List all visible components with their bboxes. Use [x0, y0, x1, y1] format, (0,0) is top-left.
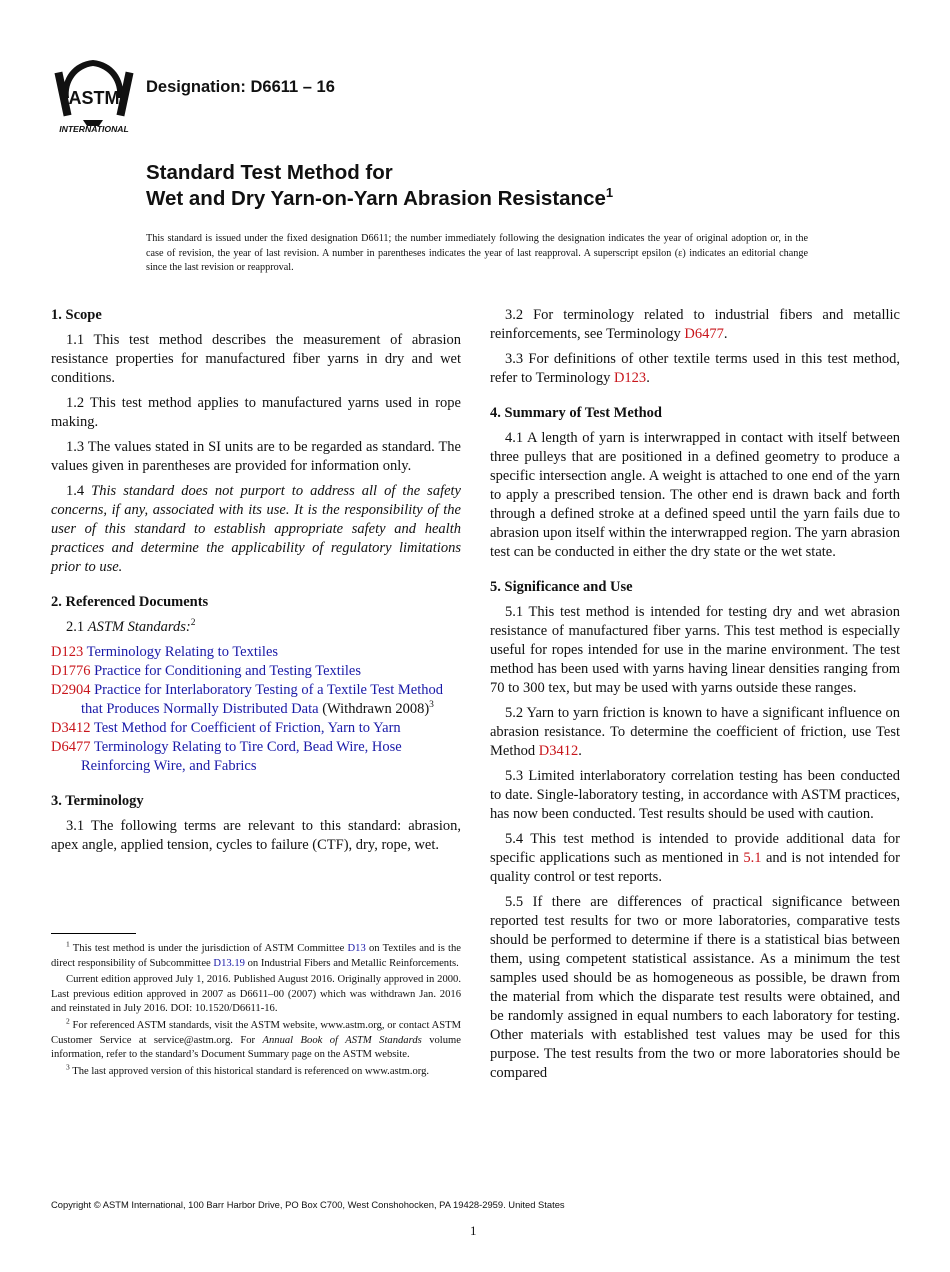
para-5-3: 5.3 Limited interlaboratory correlation testing has been conducted to date. Single-laboratory testing, in accordance with ASTM practices, has now been conducted. Test results should be used with caution.: [490, 768, 900, 822]
para-5-2: 5.2 Yarn to yarn friction is known to have a significant influence on abrasion resistance. To determine the coefficient of friction, use Test Method D3412.: [490, 705, 900, 759]
footnote-2: $^2$ For referenced ASTM standards, visit the ASTM website, www.astm.org, or contact ASTM Customer Service at service@astm.org. For Annual Book of ASTM Standards volume information, refer to the standard’s Document Summary page on the ASTM website.: [51, 1016, 462, 1061]
para-3-2: 3.2 For terminology related to industrial fibers and metallic reinforcements, see Terminology D6477.: [490, 307, 900, 342]
issuance-notice: This standard is issued under the fixed designation D6611; the number immediately following the designation indicates the year of original adoption or, in the case of revision, the year of last revision. A number in parentheses indicates the year of last reapproval. A superscript epsilon (ε) indicates an editorial change since the last revision or reapproval.: [146, 233, 808, 274]
para-1-4: 1.4 This standard does not purport to address all of the safety concerns, if any, associated with its use. It is the responsibility of the user of this standard to establish appropriate safety and health practices and determine the applicability of regulatory limitations prior to use.: [51, 483, 461, 575]
copyright-notice: Copyright © ASTM International, 100 Barr Harbor Drive, PO Box C700, West Conshohocken, PA 19428-2959. United States: [51, 1199, 565, 1210]
section-summary-heading: 4. Summary of Test Method: [490, 405, 662, 421]
left-column: [51, 306, 461, 861]
document-title: [146, 160, 613, 212]
reference-item[interactable]: D123 Terminology Relating to Textiles: [51, 644, 279, 660]
section-terminology-heading: 3. Terminology: [51, 793, 144, 809]
para-5-4: 5.4 This test method is intended to provide additional data for specific applications such as mentioned in 5.1 and is not intended for quality control or test reports.: [490, 831, 900, 885]
reference-link[interactable]: D3412: [538, 743, 579, 759]
para-1-2: 1.2 This test method applies to manufactured yarns used in rope making.: [51, 395, 461, 430]
footnote-3: $^3$ The last approved version of this historical standard is referenced on www.astm.org.: [66, 1062, 430, 1077]
title-line-1: Standard Test Method for: [146, 161, 393, 184]
reference-item[interactable]: D1776 Practice for Conditioning and Testing Textiles: [51, 663, 361, 679]
reference-item[interactable]: D3412 Test Method for Coefficient of Friction, Yarn to Yarn: [51, 720, 401, 736]
para-2-1: 2.1 ASTM Standards:$^2$: [66, 618, 196, 635]
footnote-1: $^1$ This test method is under the jurisdiction of ASTM Committee D13 on Textiles and is the direct responsibility of Subcommittee D13.19 on Industrial Fibers and Metallic Reinforcements.: [51, 939, 461, 969]
para-4-1: 4.1 A length of yarn is interwrapped in contact with itself between three pulleys that are positioned in a defined geometry to produce a specific intersection angle. A weight is attached to one end of the yarn to apply a prescribed tension. The other end is drawn back and forth through a defined stroke at a defined speed until the yarn fails due to abrasion upon itself within the interwrapped region. The yarn abrasion test can be conducted in either the dry state or the wet state.: [490, 430, 900, 560]
reference-item[interactable]: D6477 Terminology Relating to Tire Cord, Bead Wire, Hose Reinforcing Wire, and Fabrics: [51, 739, 402, 774]
reference-link[interactable]: D123: [613, 370, 647, 386]
subcommittee-link[interactable]: D13.19: [213, 957, 245, 969]
para-5-5: 5.5 If there are differences of practical significance between reported test results for two or more laboratories, comparative tests should be performed to determine if there is a statistical bias between them, using competent statistical assistance. As a minimum the test samples used should be as homogeneous as possible, be drawn from the material from which the disparate test results were obtained, and be randomly assigned in equal numbers to each laboratory for testing. Other materials with established test values may be used for this purpose. The test results from the two or more laboratories should be compared: [490, 894, 900, 1081]
section-referenced-documents-heading: 2. Referenced Documents: [51, 594, 209, 610]
logo-text: ASTM: [68, 88, 120, 108]
para-3-1: 3.1 The following terms are relevant to this standard: abrasion, apex angle, applied tension, cycles to failure (CTF), dry, rope, wet.: [51, 818, 461, 853]
logo-subtext: INTERNATIONAL: [59, 124, 129, 134]
right-column: [490, 306, 900, 1089]
reference-link[interactable]: D6477: [684, 326, 724, 342]
footnote-1-edition: Current edition approved July 1, 2016. Published August 2016. Originally approved in 2000. Last previous edition approved in 2007 as D6611–00 (2007) which was withdrawn Jan. 2016 and reinstated in July 2016. DOI: 10.1520/D6611-16.: [51, 974, 461, 1015]
committee-link[interactable]: D13: [347, 943, 366, 954]
page-number: 1: [470, 1223, 477, 1238]
footnotes: [51, 939, 462, 1081]
para-3-3: 3.3 For definitions of other textile terms used in this test method, refer to Terminology D123.: [490, 351, 900, 386]
title-footnote-ref[interactable]: 1: [605, 185, 614, 201]
section-scope-heading: 1. Scope: [51, 307, 102, 323]
reference-item[interactable]: D2904 Practice for Interlaboratory Testing of a Textile Test Method that Produces Normally Distributed Data (Withdrawn 2008)$^3$: [51, 682, 443, 717]
para-1-3: 1.3 The values stated in SI units are to be regarded as standard. The values given in parentheses are provided for information only.: [51, 439, 461, 474]
para-5-1: 5.1 This test method is intended for testing dry and wet abrasion resistance of manufactured fiber yarns. This test method is especially useful for ropes intended for use in the marine environment. The test method has been used with yarns having linear densities ranging from 70 to 300 tex, but may be used with yarns outside these ranges.: [490, 604, 900, 696]
footnote-divider: [51, 933, 136, 934]
title-line-2: Wet and Dry Yarn-on-Yarn Abrasion Resistance$^1$: [146, 185, 614, 210]
para-1-1: 1.1 This test method describes the measurement of abrasion resistance properties for manufactured fiber yarns in dry and wet conditions.: [51, 332, 461, 386]
section-significance-heading: 5. Significance and Use: [490, 579, 633, 595]
designation: Designation: D6611 – 16: [146, 78, 335, 96]
astm-logo: [53, 58, 135, 134]
section-link[interactable]: 5.1: [743, 850, 762, 866]
